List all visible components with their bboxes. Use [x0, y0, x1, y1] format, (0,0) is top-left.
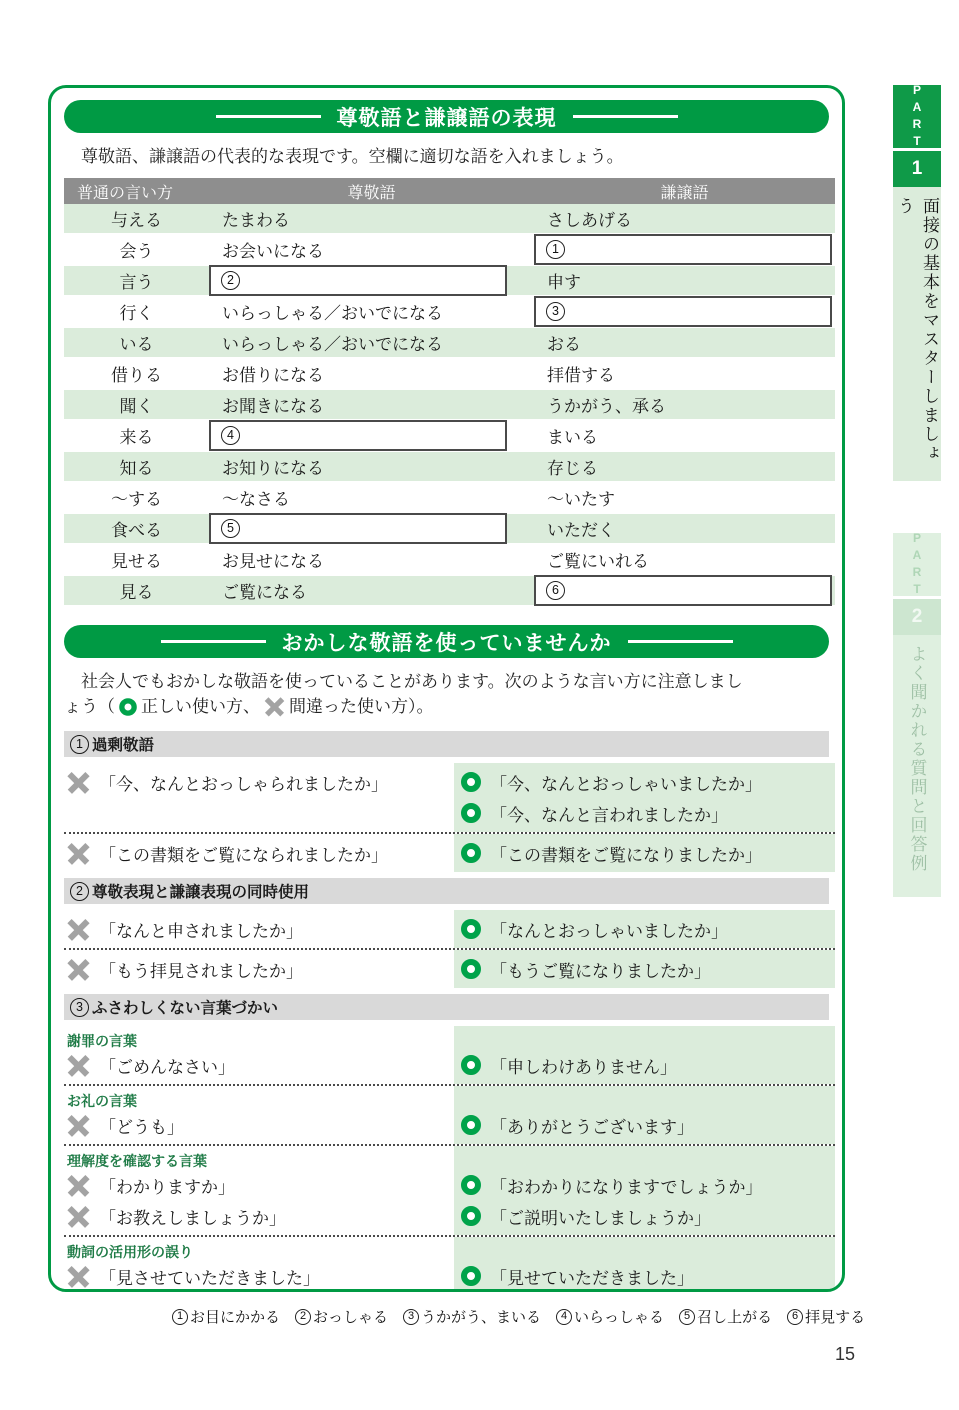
- plain-cell: いる: [119, 335, 154, 354]
- example-group: [64, 1086, 835, 1144]
- answer-item: [403, 1306, 541, 1327]
- spacer: [461, 1031, 835, 1051]
- wrong-text: 「どうも」: [99, 1117, 184, 1137]
- wrong-example: [67, 1111, 454, 1139]
- x-icon: [67, 842, 90, 865]
- correct-text: 「今、なんとおっしゃいましたか」: [490, 774, 762, 794]
- correct-text: 「ありがとうございます」: [490, 1117, 694, 1137]
- column-header-plain: 普通の言い方: [77, 184, 174, 202]
- correct-example: [461, 1051, 835, 1079]
- wrong-column: [64, 763, 454, 832]
- o-icon: [461, 1055, 481, 1075]
- column-header-sonkeigo: 尊敬語: [347, 184, 396, 202]
- table-row: [64, 545, 835, 576]
- section2-intro-line1: 社会人でもおかしな敬語を使っていることがあります。次のような言い方に注意しまし: [64, 672, 743, 691]
- wrong-example: [67, 1262, 454, 1290]
- plain-cell: 与える: [111, 211, 162, 230]
- table-row: [64, 297, 835, 328]
- kenjougo-cell: 存じる: [547, 459, 598, 478]
- kenjougo-cell: おる: [547, 335, 581, 354]
- wrong-text: 「わかりますか」: [99, 1177, 235, 1197]
- correct-text: 「見せていただきました」: [490, 1268, 694, 1288]
- sidebar-part-2-tab: [893, 530, 941, 897]
- circled-number: 6: [787, 1309, 803, 1325]
- intro-text: 間違った使い方）。: [289, 697, 434, 716]
- correct-example: [461, 915, 835, 943]
- circled-number: 3: [403, 1309, 419, 1325]
- wrong-text: 「なんと申されましたか」: [99, 921, 303, 941]
- correct-example: [461, 839, 835, 867]
- correct-text: 「申しわけありません」: [490, 1057, 677, 1077]
- correct-column: [454, 1086, 835, 1144]
- wrong-text: 「もう拝見されましたか」: [99, 961, 303, 981]
- part-label: PART: [910, 82, 924, 151]
- subsection-title: 尊敬表現と謙譲表現の同時使用: [92, 884, 310, 901]
- wrong-text: 「今、なんとおっしゃられましたか」: [99, 774, 388, 794]
- spacer: [461, 1242, 835, 1262]
- sonkeigo-cell: いらっしゃる／おいでになる: [222, 304, 443, 323]
- section1-title: 尊敬語と謙譲語の表現: [336, 106, 557, 130]
- plain-cell: 借りる: [111, 366, 162, 385]
- o-icon: [461, 772, 481, 792]
- circled-number: 4: [556, 1309, 572, 1325]
- plain-cell: 来る: [119, 428, 154, 447]
- x-icon: [67, 1114, 90, 1137]
- sonkeigo-cell: たまわる: [222, 211, 290, 230]
- content-box: [48, 85, 845, 1292]
- correct-example: [461, 955, 835, 983]
- o-icon: [461, 959, 481, 979]
- answer-key: [172, 1306, 865, 1327]
- sonkeigo-cell: [209, 421, 534, 450]
- example-group: [64, 763, 835, 832]
- correct-example: [461, 768, 835, 796]
- answer-text: おっしゃる: [313, 1309, 389, 1326]
- wrong-column: [64, 1237, 454, 1292]
- table-row: [64, 204, 835, 235]
- correct-text: 「この書類をご覧になりましたか」: [490, 845, 762, 865]
- correct-text: 「今、なんと言われましたか」: [490, 805, 728, 825]
- wrong-column: [64, 1146, 454, 1235]
- section2-intro-line2: [64, 694, 829, 719]
- wrong-column: [64, 910, 454, 948]
- section2-intro: [64, 669, 829, 719]
- wrong-example: [67, 1051, 454, 1079]
- o-icon: [461, 1115, 481, 1135]
- sonkeigo-cell: お見せになる: [222, 552, 324, 571]
- example-group: [64, 1237, 835, 1292]
- table-header-row: [64, 178, 835, 204]
- subsection-title: ふさわしくない言葉づかい: [92, 1000, 279, 1017]
- category-label: 理解度を確認する言葉: [67, 1153, 207, 1169]
- wrong-column: [64, 950, 454, 988]
- table-row: [64, 266, 835, 297]
- correct-text: 「なんとおっしゃいましたか」: [490, 921, 728, 941]
- wrong-text: 「見させていただきました」: [99, 1268, 320, 1288]
- decorative-line: [573, 115, 678, 118]
- x-icon: [67, 1174, 90, 1197]
- intro-text: ょう（: [64, 697, 115, 716]
- answer-text: いらっしゃる: [574, 1309, 665, 1326]
- sonkeigo-cell: お聞きになる: [222, 397, 324, 416]
- circled-number: 6: [546, 581, 565, 600]
- wrong-text: 「ごめんなさい」: [99, 1057, 235, 1077]
- wrong-example: [67, 955, 454, 983]
- sonkeigo-cell: [209, 266, 534, 295]
- x-icon: [67, 1205, 90, 1228]
- correct-mark-icon: [119, 698, 137, 716]
- kenjougo-cell: うかがう、承る: [547, 397, 666, 416]
- example-group: [64, 950, 835, 988]
- wrong-text: 「この書類をご覧になられましたか」: [99, 845, 388, 865]
- table-row: [64, 452, 835, 483]
- table-row: [64, 576, 835, 607]
- circled-number: 5: [679, 1309, 695, 1325]
- correct-example: [461, 799, 835, 827]
- wrong-column: [64, 1086, 454, 1144]
- circled-number: 1: [172, 1309, 188, 1325]
- correct-column: [454, 834, 835, 872]
- page-number: 15: [834, 1344, 855, 1364]
- part-title-strip: [893, 635, 941, 897]
- decorative-line: [161, 640, 266, 643]
- answer-item: [556, 1306, 664, 1327]
- correct-column: [454, 910, 835, 948]
- fill-in-blank-2: [209, 265, 507, 296]
- table-row: [64, 359, 835, 390]
- part-label-block: [893, 82, 941, 151]
- plain-cell: 見る: [119, 583, 154, 602]
- section1-header: [64, 100, 829, 133]
- wrong-example: [67, 1171, 454, 1199]
- category-label: 動詞の活用形の誤り: [67, 1244, 193, 1260]
- example-group: [64, 910, 835, 948]
- subsection-title: 過剰敬語: [92, 737, 155, 754]
- answer-item: [787, 1306, 865, 1327]
- part-label-block: [893, 530, 941, 599]
- correct-example: [461, 1111, 835, 1139]
- fill-in-blank-6: [534, 575, 832, 606]
- wrong-example: [67, 768, 454, 796]
- circled-number: 3: [546, 302, 565, 321]
- table-row: [64, 483, 835, 514]
- fill-in-blank-5: [209, 513, 507, 544]
- example-group: [64, 1026, 835, 1084]
- subsection-heading-3: [64, 994, 829, 1020]
- plain-cell: 食べる: [111, 521, 162, 540]
- decorative-line: [628, 640, 733, 643]
- circled-number: 1: [70, 735, 89, 754]
- table-row: [64, 328, 835, 359]
- circled-number: 3: [70, 998, 89, 1017]
- plain-cell: 行く: [119, 304, 154, 323]
- plain-cell: 知る: [119, 459, 154, 478]
- answer-item: [679, 1306, 772, 1327]
- kenjougo-cell: 〜いたす: [547, 490, 615, 509]
- answer-text: うかがう、まいる: [421, 1309, 542, 1326]
- part-title-strip: [893, 187, 941, 481]
- correct-column: [454, 950, 835, 988]
- correct-column: [454, 1237, 835, 1292]
- section1-intro: 尊敬語、謙譲語の代表的な表現です。空欄に適切な語を入れましょう。: [64, 147, 624, 166]
- fill-in-blank-1: [534, 234, 832, 265]
- keigo-table: [64, 178, 835, 607]
- o-icon: [461, 1175, 481, 1195]
- sonkeigo-cell: お会いになる: [222, 242, 324, 261]
- category-label: 謝罪の言葉: [67, 1033, 137, 1049]
- x-icon: [67, 1054, 90, 1077]
- kenjougo-cell: いただく: [547, 521, 615, 540]
- o-icon: [461, 1266, 481, 1286]
- circled-number: 2: [221, 271, 240, 290]
- plain-cell: 会う: [119, 242, 154, 261]
- wrong-example: [67, 915, 454, 943]
- plain-cell: 言う: [119, 273, 154, 292]
- sidebar-part-1-tab: [893, 82, 941, 481]
- part-number: 1: [893, 151, 941, 187]
- correct-text: 「もうご覧になりましたか」: [490, 961, 711, 981]
- x-icon: [67, 1265, 90, 1288]
- table-row: [64, 421, 835, 452]
- correct-example: [461, 1262, 835, 1290]
- sonkeigo-cell: ご覧になる: [222, 583, 307, 602]
- correct-example: [461, 1171, 835, 1199]
- part-title: よく聞かれる質問と回答例: [907, 645, 927, 873]
- subsection-heading-1: [64, 731, 829, 757]
- o-icon: [461, 803, 481, 823]
- circled-number: 5: [221, 519, 240, 538]
- correct-column: [454, 763, 835, 832]
- example-group: [64, 834, 835, 872]
- correct-text: 「ご説明いたしましょうか」: [490, 1208, 711, 1228]
- o-icon: [461, 919, 481, 939]
- answer-text: 拝見する: [805, 1309, 866, 1326]
- fill-in-blank-3: [534, 296, 832, 327]
- wrong-mark-icon: [264, 696, 284, 716]
- plain-cell: 見せる: [111, 552, 162, 571]
- wrong-column: [64, 1026, 454, 1084]
- table-row: [64, 390, 835, 421]
- circled-number: 1: [546, 240, 565, 259]
- sonkeigo-cell: お借りになる: [222, 366, 324, 385]
- decorative-line: [216, 115, 321, 118]
- intro-text: 正しい使い方、: [141, 697, 260, 716]
- fill-in-blank-4: [209, 420, 507, 451]
- table-row: [64, 235, 835, 266]
- wrong-example: [67, 1202, 454, 1230]
- wrong-text: 「お教えしましょうか」: [99, 1208, 286, 1228]
- answer-text: お目にかかる: [190, 1309, 281, 1326]
- plain-cell: 聞く: [119, 397, 154, 416]
- circled-number: 2: [70, 882, 89, 901]
- x-icon: [67, 771, 90, 794]
- example-group: [64, 1146, 835, 1235]
- circled-number: 4: [221, 426, 240, 445]
- category-label: お礼の言葉: [67, 1093, 137, 1109]
- x-icon: [67, 918, 90, 941]
- kenjougo-cell: さしあげる: [547, 211, 632, 230]
- kenjougo-cell: ご覧にいれる: [547, 552, 649, 571]
- answer-item: [172, 1306, 280, 1327]
- part-number: 2: [893, 599, 941, 635]
- wrong-example: [67, 839, 454, 867]
- kenjougo-cell: 申す: [547, 273, 581, 292]
- spacer: [461, 1091, 835, 1111]
- answer-item: [295, 1306, 388, 1327]
- subsection-heading-2: [64, 878, 829, 904]
- plain-cell: 〜する: [111, 490, 162, 509]
- spacer: [461, 1151, 835, 1171]
- section2-header: [64, 625, 829, 658]
- correct-text: 「おわかりになりますでしょうか」: [490, 1177, 763, 1197]
- part-label: PART: [910, 530, 924, 599]
- correct-example: [461, 1202, 835, 1230]
- table-row: [64, 514, 835, 545]
- x-icon: [67, 958, 90, 981]
- kenjougo-cell: [534, 235, 835, 264]
- sonkeigo-cell: いらっしゃる／おいでになる: [222, 335, 443, 354]
- section2-title: おかしな敬語を使っていませんか: [281, 631, 612, 655]
- correct-column: [454, 1146, 835, 1235]
- kenjougo-cell: [534, 576, 835, 605]
- o-icon: [461, 843, 481, 863]
- sonkeigo-cell: お知りになる: [222, 459, 324, 478]
- answer-text: 召し上がる: [697, 1309, 773, 1326]
- o-icon: [461, 1206, 481, 1226]
- column-header-kenjougo: 謙譲語: [660, 184, 709, 202]
- sonkeigo-cell: 〜なさる: [222, 490, 290, 509]
- correct-column: [454, 1026, 835, 1084]
- wrong-column: [64, 834, 454, 872]
- kenjougo-cell: 拝借する: [547, 366, 615, 385]
- sonkeigo-cell: [209, 514, 534, 543]
- part-title: 面接の基本をマスターしましょう: [895, 197, 939, 463]
- kenjougo-cell: まいる: [547, 428, 598, 447]
- kenjougo-cell: [534, 297, 835, 326]
- circled-number: 2: [295, 1309, 311, 1325]
